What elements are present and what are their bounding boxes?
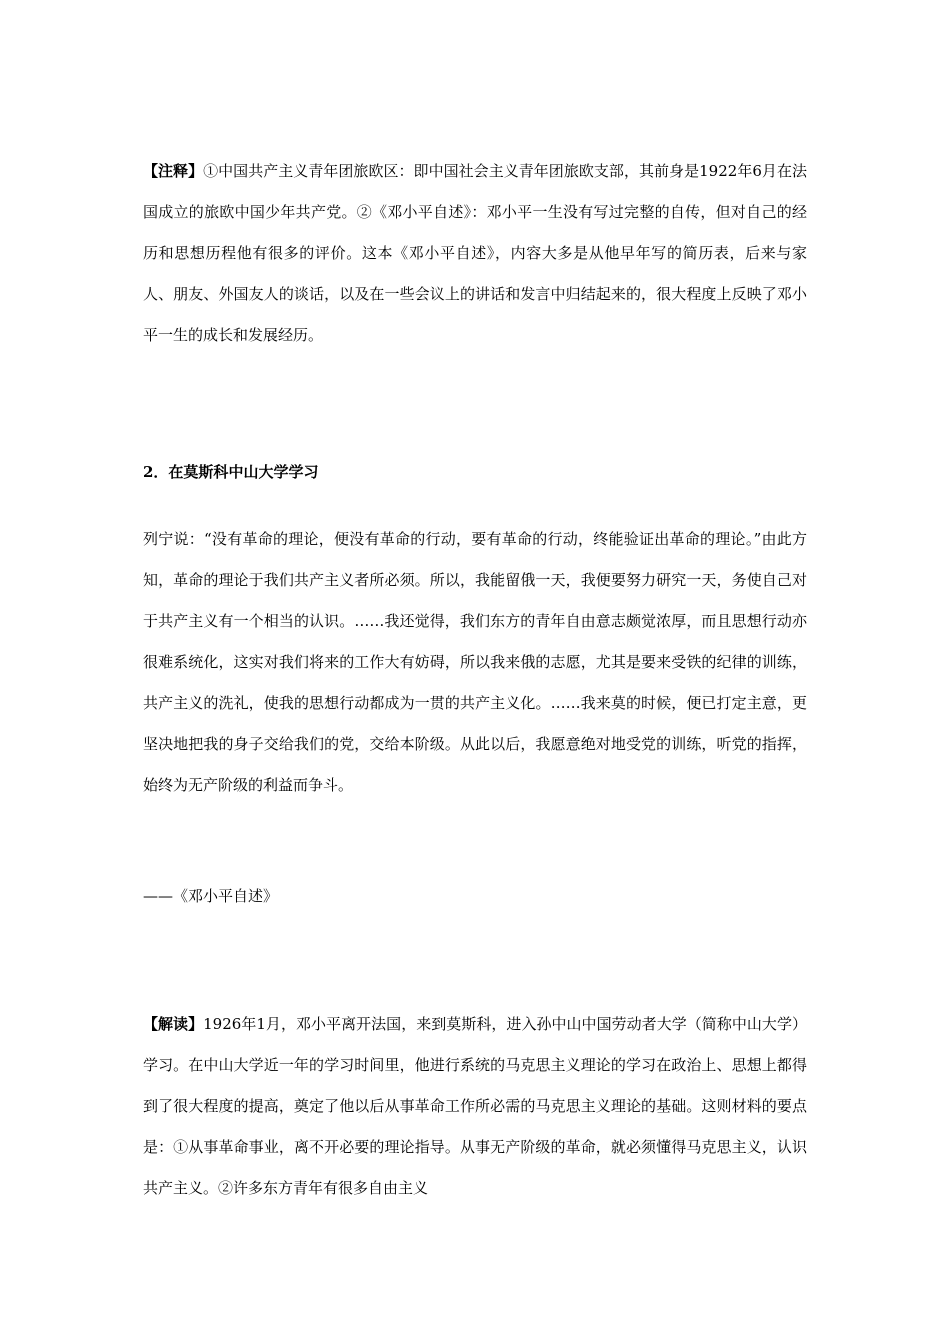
reading-paragraph [143,1004,807,1209]
note-text: ①中国共产主义青年团旅欧区：即中国社会主义青年团旅欧支部，其前身是1922年6月在法国成立的旅欧中国少年共产党。②《邓小平自述》：邓小平一生没有写过完整的自传，但对自己的经历和思想历程他有很多的评价。这本《邓小平自述》，内容大多是从他早年写的简历表，后来与家人、朋友、外国友人的谈话，以及在一些会议上的讲话和发言中归结起来的，很大程度上反映了邓小平一生的成长和发展经历。 [143,162,807,344]
quote-paragraph: 列宁说：“没有革命的理论，便没有革命的行动，要有革命的行动，终能验证出革命的理论。”由此方知，革命的理论于我们共产主义者所必须。所以，我能留俄一天，我便要努力研究一天，务使自己对于共产主义有一个相当的认识。……我还觉得，我们东方的青年自由意志颇觉浓厚，而且思想行动亦很难系统化，这实对我们将来的工作大有妨碍，所以我来俄的志愿，尤其是要来受铁的纪律的训练，共产主义的洗礼，使我的思想行动都成为一贯的共产主义化。……我来莫的时候，便已打定主意，更坚决地把我的身子交给我们的党，交给本阶级。从此以后，我愿意绝对地受党的训练，听党的指挥，始终为无产阶级的利益而争斗。 [143,530,807,794]
quote-source: ——《邓小平自述》 [143,887,279,905]
section-heading: 2．在莫斯科中山大学学习 [143,463,319,481]
note-paragraph [143,151,807,356]
reading-text: 1926年1月，邓小平离开法国，来到莫斯科，进入孙中山中国劳动者大学（简称中山大学）学习。在中山大学近一年的学习时间里，他进行系统的马克思主义理论的学习在政治上、思想上都得到了很大程度的提高，奠定了他以后从事革命工作所必需的马克思主义理论的基础。这则材料的要点是：①从事革命事业，离不开必要的理论指导。从事无产阶级的革命，就必须懂得马克思主义，认识共产主义。②许多东方青年有很多自由主义 [143,1015,807,1197]
note-label: 【注释】 [143,162,204,180]
reading-label: 【解读】 [143,1015,204,1033]
